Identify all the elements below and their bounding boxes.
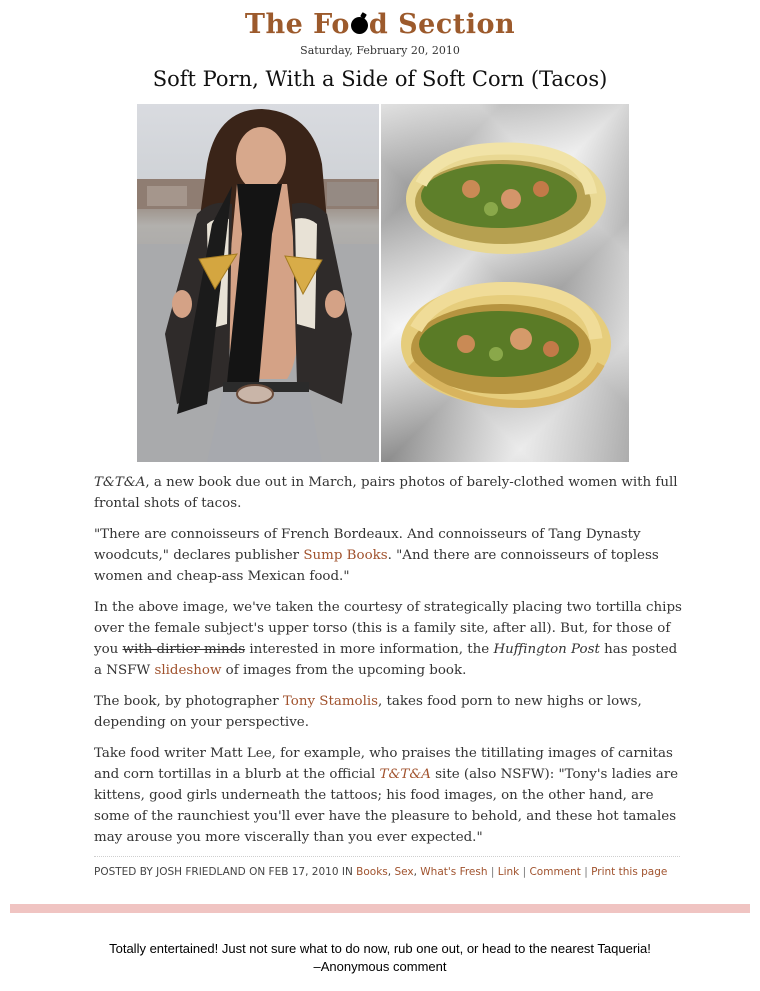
huffington-post-name: Huffington Post xyxy=(493,642,600,657)
photo-tacos-on-foil xyxy=(381,104,629,462)
pipe-separator: | xyxy=(519,866,530,878)
paragraph-4 xyxy=(94,691,684,733)
paragraph-2-text-a: "There are connoisseurs of French Bordeaux. And connoisseurs of Tang Dynasty woodcuts," declares publisher xyxy=(94,527,641,563)
paragraph-3-text-b: interested in more information, the xyxy=(245,642,494,657)
print-page-link[interactable]: Print this page xyxy=(591,866,668,878)
post-title: Soft Porn, With a Side of Soft Corn (Tacos) xyxy=(152,67,608,91)
paragraph-5 xyxy=(94,743,684,848)
post-body xyxy=(94,472,684,858)
category-whats-fresh-link[interactable]: What's Fresh xyxy=(420,866,488,878)
paragraph-2-text-b: . "And there are connoisseurs of topless women and cheap-ass Mexican food." xyxy=(94,548,659,584)
photo-woman-rooftop xyxy=(137,104,379,462)
comma-separator: , xyxy=(413,866,421,878)
bomb-icon xyxy=(351,17,368,34)
comment-link[interactable]: Comment xyxy=(529,866,581,878)
pipe-separator: | xyxy=(580,866,592,878)
paragraph-3-text-d: of images from the upcoming book. xyxy=(221,663,467,678)
paragraph-5-text-a: Take food writer Matt Lee, for example, who praises the titillating images of carnitas and corn tortillas in a blurb at the official xyxy=(94,746,673,782)
footer-divider xyxy=(94,856,680,857)
photo-tacos-illustration xyxy=(381,104,629,462)
logo-text-end: d Section xyxy=(368,9,516,40)
logo-text-start: The Fo xyxy=(244,9,350,40)
tta-site-link-label: T&T&A xyxy=(379,767,431,782)
post-meta xyxy=(94,864,694,880)
paragraph-4-text-a: The book, by photographer xyxy=(94,694,283,709)
permalink-link[interactable]: Link xyxy=(497,866,520,878)
strikethrough-text: with dirtier minds xyxy=(122,642,246,657)
paragraph-3-text-c: has posted a NSFW xyxy=(94,642,678,678)
posted-by-text: POSTED BY JOSH FRIEDLAND ON FEB 17, 2010 IN xyxy=(94,866,357,878)
tony-stamolis-link[interactable]: Tony Stamolis xyxy=(282,694,379,709)
tta-site-link[interactable] xyxy=(380,767,431,782)
paragraph-2 xyxy=(94,524,684,587)
slideshow-link[interactable]: slideshow xyxy=(154,663,222,678)
paragraph-1-text: , a new book due out in March, pairs photos of barely-clothed women with full frontal shots of tacos. xyxy=(94,475,678,511)
site-logo[interactable] xyxy=(0,8,760,42)
paragraph-1 xyxy=(94,472,684,514)
comment-attribution: –Anonymous comment xyxy=(313,959,447,974)
paragraph-3-text-a: In the above image, we've taken the courtesy of strategically placing two tortilla chips over the female subject's upper torso (this is a family site, after all). But, for those of you xyxy=(94,600,682,657)
anonymous-comment-caption xyxy=(0,940,760,976)
sump-books-link[interactable]: Sump Books xyxy=(303,548,388,563)
pipe-separator: | xyxy=(487,866,498,878)
book-title: T&T&A xyxy=(94,475,146,490)
paragraph-4-text-b: , takes food porn to new highs or lows, depending on your perspective. xyxy=(94,694,642,730)
category-books-link[interactable]: Books xyxy=(356,866,388,878)
paragraph-5-text-b: site (also NSFW): "Tony's ladies are kittens, good girls underneath the tattoos; his food images, on the other hand, are some of the raunchiest you'll ever have the pleasure to behold, and these hot tamales may arouse you more viscerally than you ever expected." xyxy=(94,767,679,845)
photo-woman-illustration xyxy=(137,104,379,462)
pink-divider-bar xyxy=(10,904,750,913)
paragraph-3 xyxy=(94,597,684,681)
post-date: Saturday, February 20, 2010 xyxy=(300,44,460,57)
category-sex-link[interactable]: Sex xyxy=(394,866,414,878)
comma-separator: , xyxy=(387,866,395,878)
comment-text: Totally entertained! Just not sure what to do now, rub one out, or head to the nearest Taqueria! xyxy=(109,941,651,956)
